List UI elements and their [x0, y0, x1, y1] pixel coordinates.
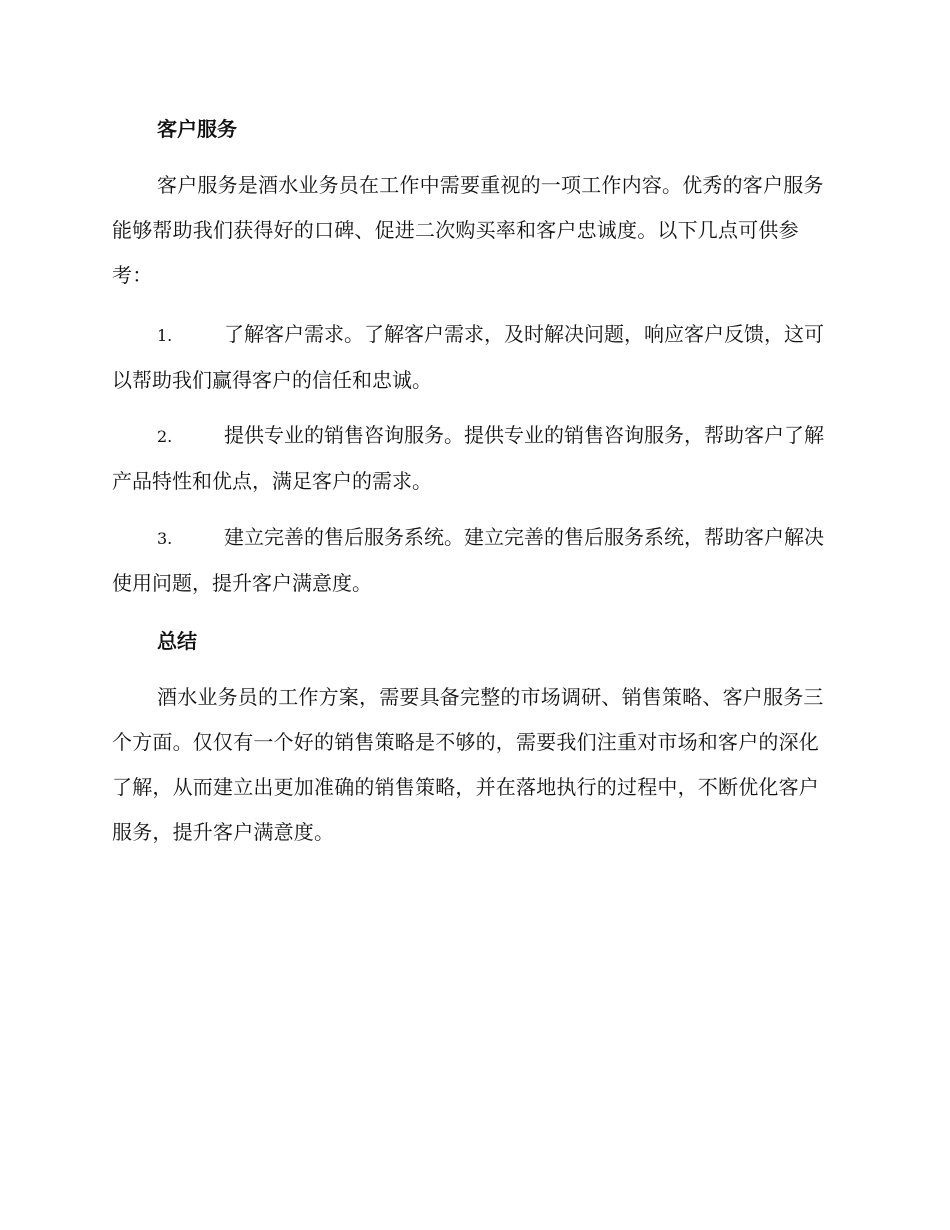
list-item-text: 了解客户需求。了解客户需求，及时解决问题，响应客户反馈，这可以帮助我们赢得客户的信任和忠诚。: [112, 322, 824, 392]
list-item: [112, 515, 834, 606]
section-heading-summary: 总结: [157, 629, 197, 653]
section-heading-customer-service: 客户服务: [157, 117, 237, 141]
list-item-number: 2.: [157, 427, 173, 446]
list-item-number: 1.: [157, 326, 173, 345]
list-item-text: 提供专业的销售咨询服务。提供专业的销售咨询服务，帮助客户了解产品特性和优点，满足客户的需求。: [112, 423, 824, 493]
list-item-number: 3.: [157, 529, 173, 548]
list-item: [112, 413, 834, 504]
summary-paragraph: 酒水业务员的工作方案，需要具备完整的市场调研、销售策略、客户服务三个方面。仅仅有一个好的销售策略是不够的，需要我们注重对市场和客户的深化了解，从而建立出更加准确的销售策略，并在落地执行的过程中，不断优化客户服务，提升客户满意度。: [112, 685, 824, 844]
list-item-text: 建立完善的售后服务系统。建立完善的售后服务系统，帮助客户解决使用问题，提升客户满意度。: [112, 525, 824, 595]
list-item: [112, 312, 834, 403]
customer-service-paragraph: 客户服务是酒水业务员在工作中需要重视的一项工作内容。优秀的客户服务能够帮助我们获得好的口碑、促进二次购买率和客户忠诚度。以下几点可供参考：: [112, 173, 824, 287]
